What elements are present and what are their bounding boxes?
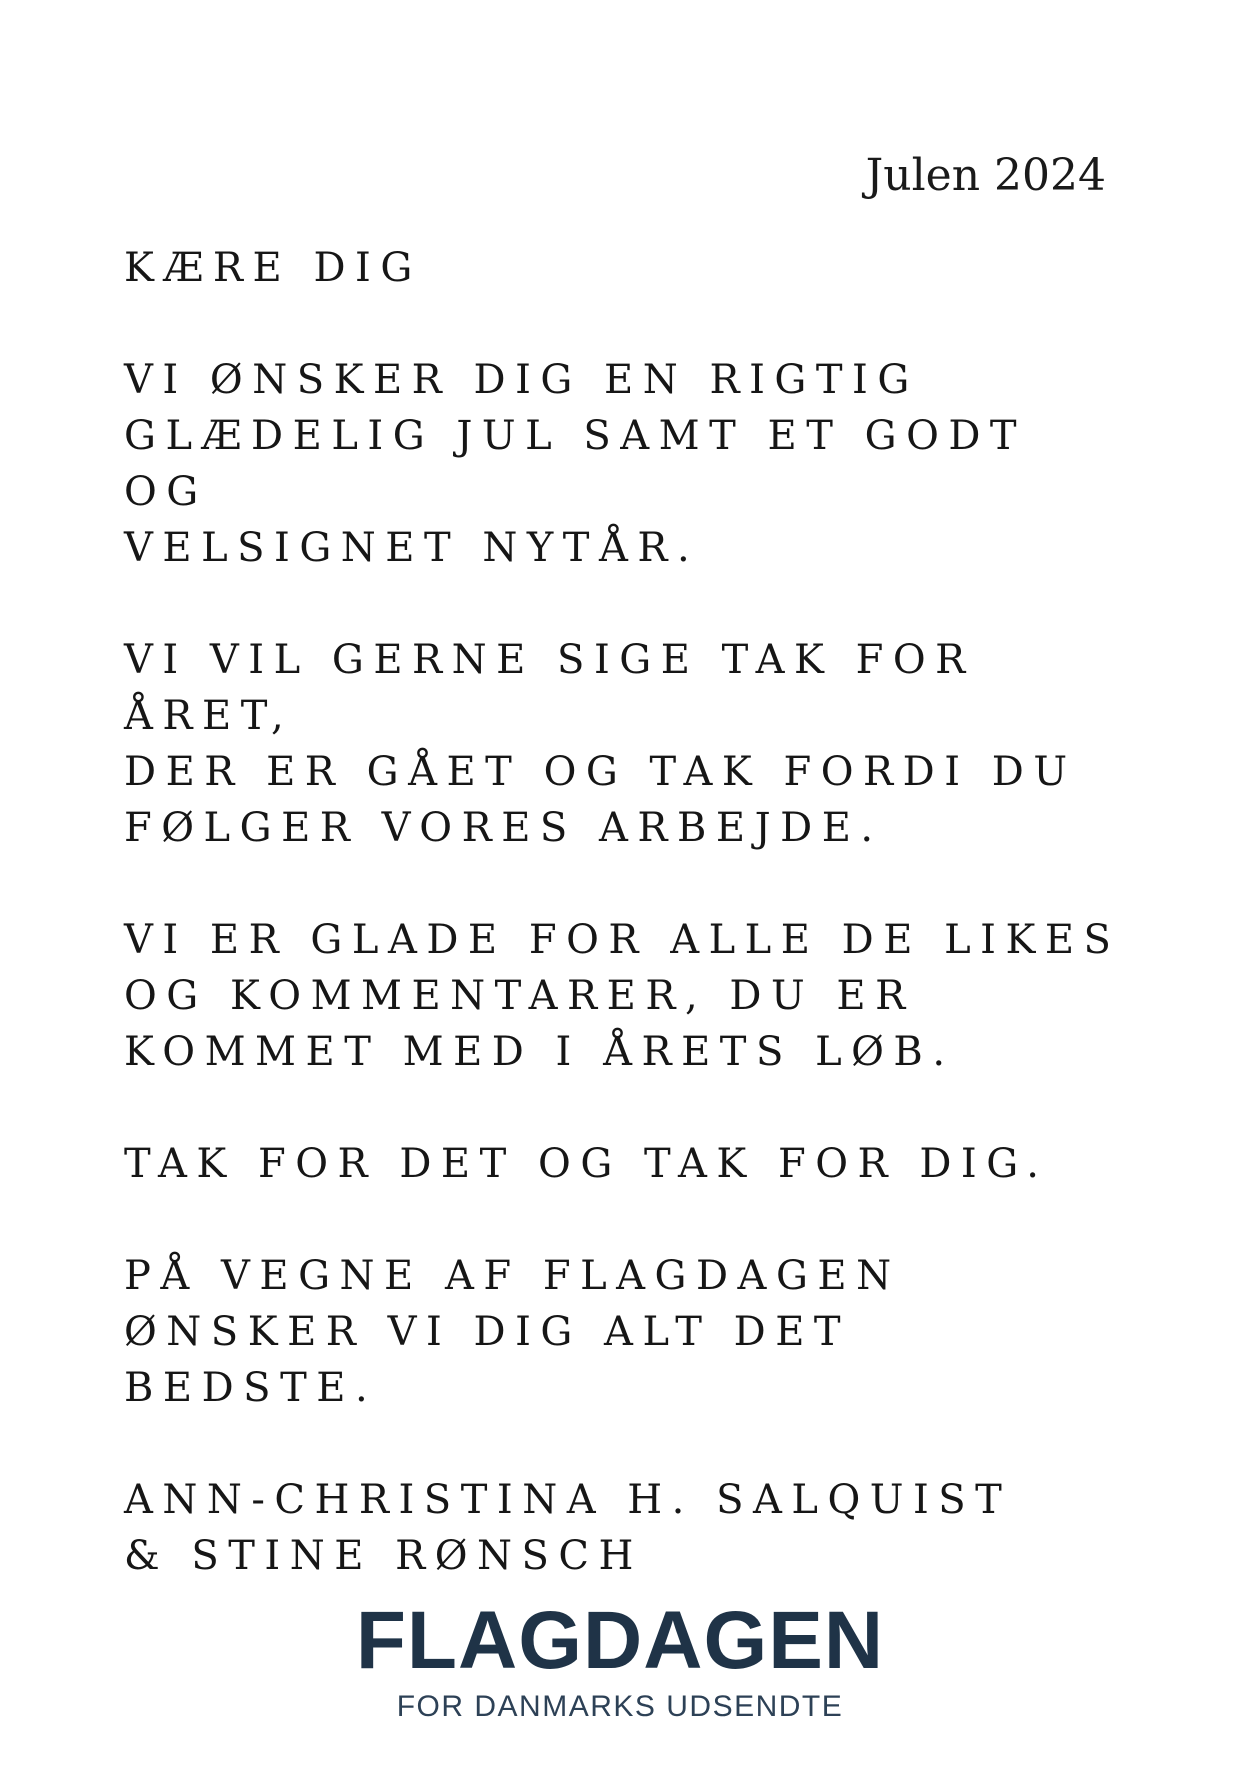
- logo-title: FLAGDAGEN: [355, 1595, 885, 1686]
- letter-date: Julen 2024: [865, 150, 1106, 201]
- paragraph-wishes: VI ØNSKER DIG EN RIGTIG GLÆDELIG JUL SAMT ET GODT OG VELSIGNET NYTÅR.: [124, 357, 1027, 571]
- paragraph-thanks-you: TAK FOR DET OG TAK FOR DIG.: [124, 1141, 1049, 1187]
- logo-subtitle: FOR DANMARKS UDSENDTE: [396, 1690, 844, 1723]
- paragraph-thanks-year: VI VIL GERNE SIGE TAK FOR ÅRET, DER ER GÅET OG TAK FORDI DU FØLGER VORES ARBEJDE.: [124, 637, 1077, 851]
- paragraph-likes: VI ER GLADE FOR ALLE DE LIKES OG KOMMENTARER, DU ER KOMMET MED I ÅRETS LØB.: [124, 917, 1121, 1075]
- letter-body: [124, 240, 1124, 1640]
- flagdagen-logo: [0, 1595, 1240, 1723]
- greeting: KÆRE DIG: [124, 245, 422, 291]
- signature: ANN-CHRISTINA H. SALQUIST & STINE RØNSCH: [124, 1477, 1012, 1579]
- paragraph-on-behalf: PÅ VEGNE AF FLAGDAGEN ØNSKER VI DIG ALT DET BEDSTE.: [124, 1253, 901, 1411]
